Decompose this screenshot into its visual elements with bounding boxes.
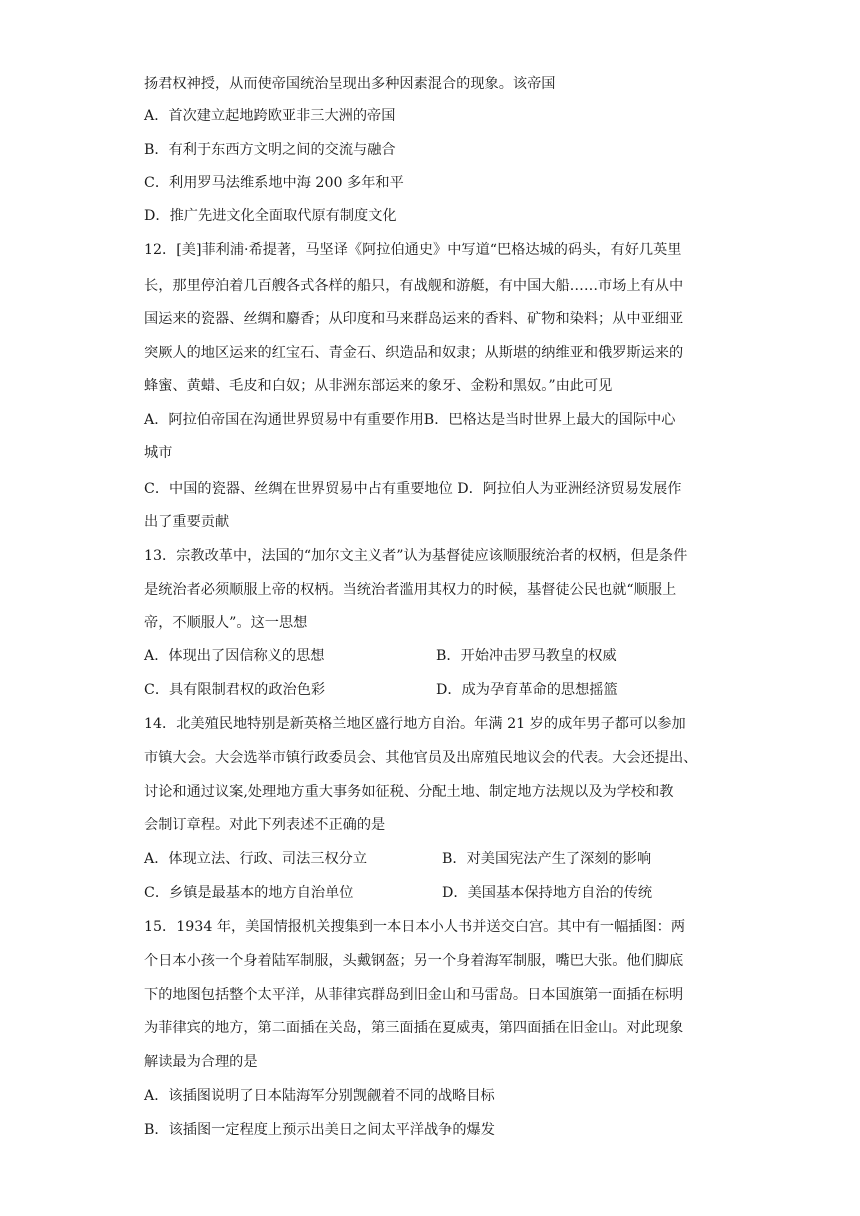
q13-option-row (144, 646, 724, 666)
q14-stem-line: 讨论和通过议案,处理地方重大事务如征税、分配土地、制定地方法规以及为学校和教 (144, 784, 674, 800)
q12-option-b-cont: 城市 (144, 445, 173, 461)
q12-stem-line: 蜂蜜、黄蜡、毛皮和白奴；从非洲东部运来的象牙、金粉和黑奴。”由此可见 (144, 378, 613, 394)
q12-stem-line: 长，那里停泊着几百艘各式各样的船只，有战舰和游艇，有中国大船……市场上有从中 (144, 278, 684, 294)
q12-stem-line: 突厥人的地区运来的红宝石、青金石、织造品和奴隶；从斯堪的纳维亚和俄罗斯运来的 (144, 345, 684, 361)
q14-stem-line: 会制订章程。对此下列表述不正确的是 (144, 817, 386, 833)
q12-option-a-b: A．阿拉伯帝国在沟通世界贸易中有重要作用B．巴格达是当时世界上最大的国际中心 (144, 412, 676, 428)
q11-stem-tail: 扬君权神授，从而使帝国统治呈现出多种因素混合的现象。该帝国 (144, 76, 556, 92)
q13-option-c: C．具有限制君权的政治色彩 (144, 682, 326, 698)
q13-stem-line: 帝，不顺服人”。这一思想 (144, 615, 308, 631)
q15-stem-line: 15．1934 年，美国情报机关搜集到一本日本小人书并送交白宫。其中有一幅插图：两 (144, 919, 686, 935)
q14-option-c: C．乡镇是最基本的地方自治单位 (144, 885, 354, 901)
q13-option-d: D．成为孕育革命的思想摇篮 (436, 682, 618, 698)
q11-option-a: A．首次建立起地跨欧亚非三大洲的帝国 (144, 108, 396, 124)
q14-option-b: B．对美国宪法产生了深刻的影响 (442, 851, 652, 867)
q12-stem-line: 国运来的瓷器、丝绸和麝香；从印度和马来群岛运来的香料、矿物和染料；从中亚细亚 (144, 311, 684, 327)
q12-option-d-cont: 出了重要贡献 (144, 514, 230, 530)
q14-option-d: D．美国基本保持地方自治的传统 (442, 885, 653, 901)
q11-option-d: D．推广先进文化全面取代原有制度文化 (144, 208, 397, 224)
q14-option-row (144, 883, 724, 903)
q13-stem-line: 13．宗教改革中，法国的“加尔文主义者”认为基督徒应该顺服统治者的权柄，但是条件 (144, 548, 688, 564)
q13-option-a: A．体现出了因信称义的思想 (144, 648, 325, 664)
q13-option-b: B．开始冲击罗马教皇的权威 (436, 648, 617, 664)
q14-stem-line: 市镇大会。大会选举市镇行政委员会、其他官员及出席殖民地议会的代表。大会还提出、 (144, 750, 698, 766)
q11-option-c: C．利用罗马法维系地中海 200 多年和平 (144, 175, 404, 191)
q12-stem-line: 12．[美]菲利浦·希提著，马坚译《阿拉伯通史》中写道“巴格达城的码头，有好几英里 (144, 242, 682, 258)
q15-stem-line: 下的地图包括整个太平洋，从菲律宾群岛到旧金山和马雷岛。日本国旗第一面插在标明 (144, 987, 684, 1003)
q14-stem-line: 14．北美殖民地特别是新英格兰地区盛行地方自治。年满 21 岁的成年男子都可以参加 (144, 716, 686, 732)
q13-stem-line: 是统治者必须顺服上帝的权柄。当统治者滥用其权力的时候，基督徒公民也就“顺服上 (144, 582, 677, 598)
q15-stem-line: 个日本小孩一个身着陆军制服，头戴钢盔；另一个身着海军制服，嘴巴大张。他们脚底 (144, 953, 684, 969)
q15-stem-line: 解读最为合理的是 (144, 1054, 258, 1070)
q12-option-c-d: C．中国的瓷器、丝绸在世界贸易中占有重要地位 D．阿拉伯人为亚洲经济贸易发展作 (144, 481, 682, 497)
q11-option-b: B．有利于东西方文明之间的交流与融合 (144, 142, 396, 158)
q15-stem-line: 为菲律宾的地方，第二面插在关岛，第三面插在夏威夷，第四面插在旧金山。对此现象 (144, 1020, 684, 1036)
q14-option-row (144, 849, 724, 869)
q15-option-b: B．该插图一定程度上预示出美日之间太平洋战争的爆发 (144, 1122, 495, 1138)
q13-option-row (144, 680, 724, 700)
q14-option-a: A．体现立法、行政、司法三权分立 (144, 851, 368, 867)
q15-option-a: A．该插图说明了日本陆海军分别觊觎着不同的战略目标 (144, 1088, 495, 1104)
